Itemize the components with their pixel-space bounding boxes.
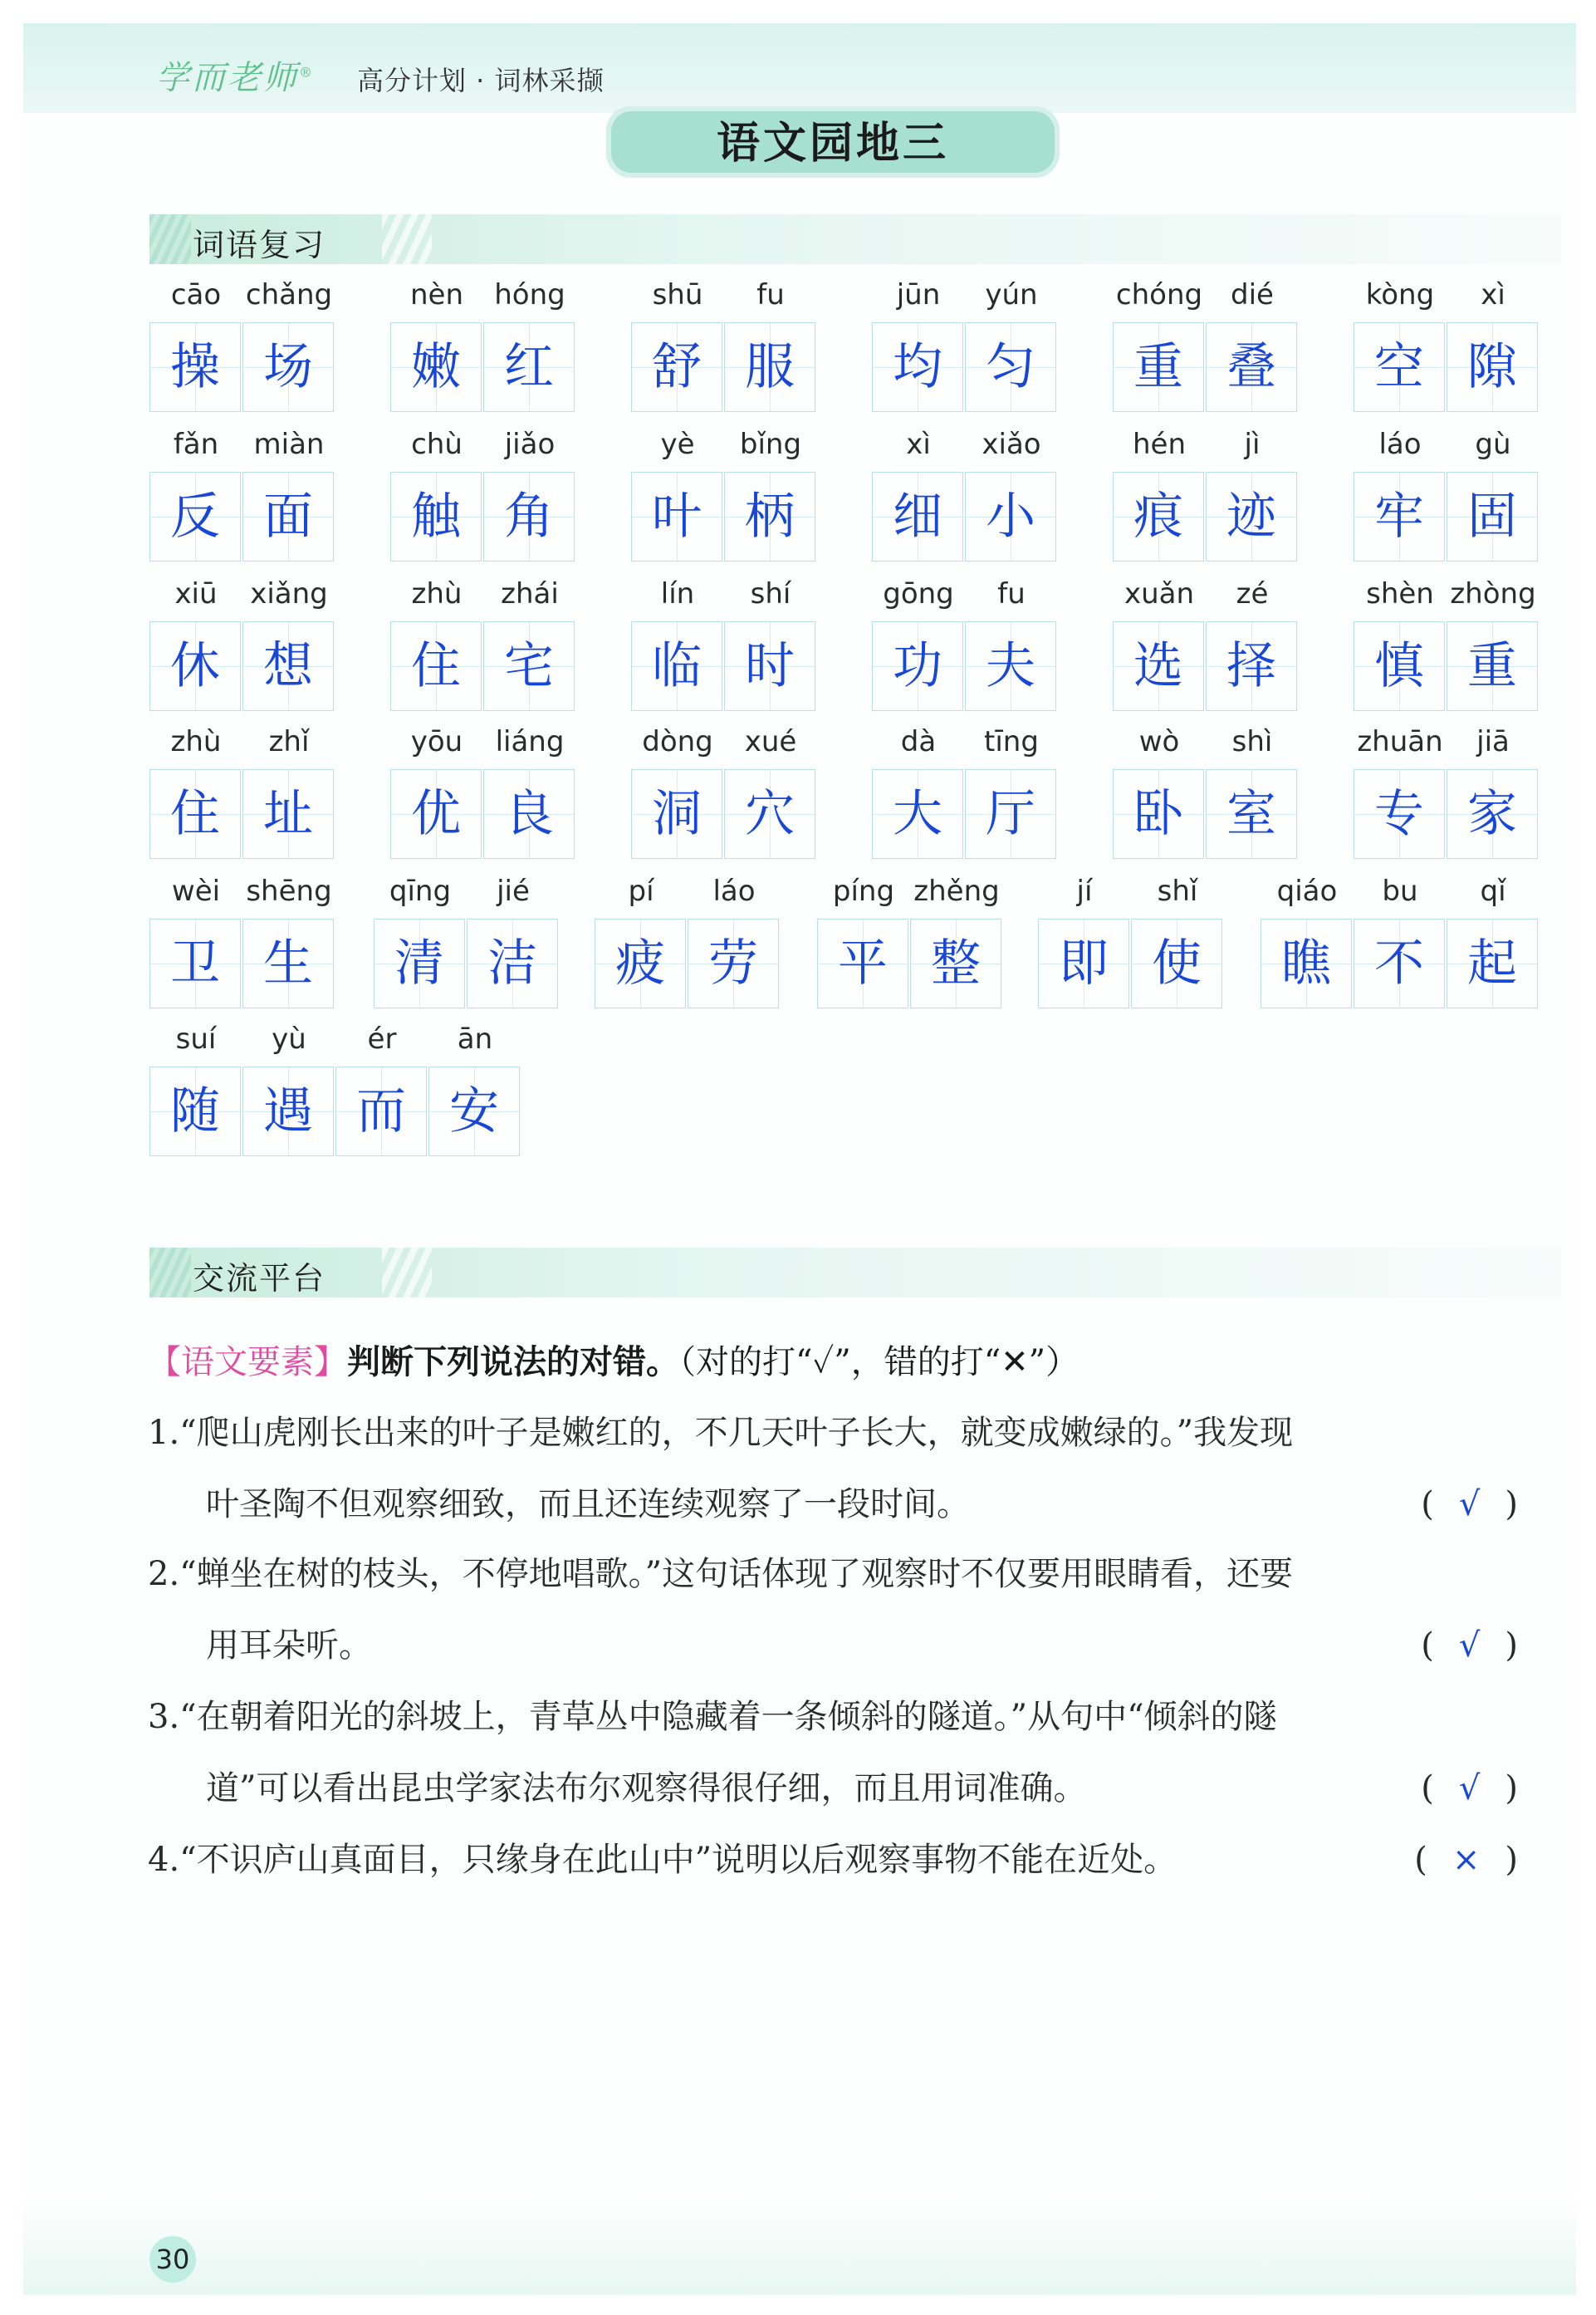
word-group <box>149 274 335 415</box>
char-cell <box>242 1018 335 1160</box>
brand-mark: ® <box>299 64 315 81</box>
section-header-review <box>149 214 1561 264</box>
hanzi: 夫 <box>986 637 1035 695</box>
pinyin: xué <box>744 725 797 758</box>
char-cell <box>1206 721 1299 862</box>
item-text: “不识庐山真面目，只缘身在此山中”说明以后观察事物不能在近处。 <box>179 1841 1177 1879</box>
hanzi: 洁 <box>487 934 537 993</box>
hanzi: 整 <box>931 934 981 993</box>
char-cell <box>242 871 335 1012</box>
hanzi: 重 <box>1133 338 1183 396</box>
pinyin: láo <box>1378 428 1422 461</box>
pinyin: zhù <box>170 725 222 758</box>
hanzi: 服 <box>745 338 795 396</box>
char-cell <box>965 721 1058 862</box>
hanzi: 厅 <box>986 785 1035 843</box>
char-cell <box>631 573 724 714</box>
char-cell <box>724 721 817 862</box>
paren-open: ( <box>1414 1841 1452 1879</box>
char-cell <box>1206 573 1299 714</box>
item-number: 1. <box>148 1414 180 1452</box>
hanzi: 红 <box>504 338 554 396</box>
hanzi: 触 <box>411 488 461 546</box>
char-cell <box>390 274 483 415</box>
hanzi: 平 <box>838 934 888 993</box>
section-stripes <box>149 214 191 264</box>
char-cell <box>1206 424 1299 565</box>
hanzi: 大 <box>893 785 942 843</box>
page-number: 30 <box>149 2236 196 2283</box>
answer-bracket <box>1421 1753 1543 1824</box>
char-cell <box>872 274 965 415</box>
char-cell <box>1206 274 1299 415</box>
pinyin: xiū <box>174 577 218 611</box>
pinyin: dié <box>1231 278 1274 311</box>
exercise-item <box>148 1397 1543 1540</box>
hanzi: 小 <box>986 488 1035 546</box>
hanzi: 重 <box>1467 637 1517 695</box>
char-cell <box>1113 274 1206 415</box>
word-group <box>872 573 1058 714</box>
pinyin: hóng <box>494 278 565 311</box>
char-cell <box>1038 871 1131 1012</box>
word-group <box>1354 274 1540 415</box>
char-cell <box>724 424 817 565</box>
pinyin: shèn <box>1366 577 1434 611</box>
pinyin: ér <box>367 1023 397 1056</box>
item-number: 3. <box>148 1698 180 1736</box>
char-cell <box>1447 721 1540 862</box>
pinyin: gōng <box>883 577 954 611</box>
hanzi: 良 <box>504 785 554 843</box>
hanzi: 嫩 <box>411 338 461 396</box>
char-cell <box>467 871 560 1012</box>
item-text: 叶圣陶不但观察细致，而且还连续观察了一段时间。 <box>206 1485 970 1523</box>
word-group <box>149 1018 521 1160</box>
hanzi: 洞 <box>652 785 702 843</box>
check-mark-icon: √ <box>1458 1769 1505 1807</box>
hanzi: 址 <box>263 785 313 843</box>
char-cell <box>149 1018 242 1160</box>
char-cell <box>724 573 817 714</box>
pinyin: bu <box>1382 875 1418 908</box>
answer-bracket <box>1421 1610 1543 1681</box>
paren-open: ( <box>1421 1626 1459 1665</box>
pinyin: xì <box>1481 278 1505 311</box>
exercise-item <box>148 1538 1543 1681</box>
pinyin: bǐng <box>739 428 802 461</box>
word-group <box>595 871 781 1012</box>
hanzi: 痕 <box>1133 488 1183 546</box>
char-cell <box>428 1018 521 1160</box>
pinyin: zhù <box>411 577 463 611</box>
char-cell <box>390 573 483 714</box>
hanzi: 室 <box>1226 785 1276 843</box>
hanzi: 均 <box>893 338 942 396</box>
hanzi: 隙 <box>1467 338 1517 396</box>
pinyin: cāo <box>170 278 222 311</box>
pinyin: nèn <box>409 278 463 311</box>
exercise-instruction <box>148 1336 1079 1383</box>
pinyin: pí <box>628 875 654 908</box>
hanzi: 随 <box>170 1082 220 1140</box>
hanzi: 卫 <box>170 934 220 993</box>
word-group <box>149 871 335 1012</box>
word-group <box>631 424 817 565</box>
hanzi: 牢 <box>1374 488 1424 546</box>
element-tag: 【语文要素】 <box>148 1343 347 1381</box>
word-group <box>872 274 1058 415</box>
pinyin: píng <box>832 875 895 908</box>
hanzi: 疲 <box>615 934 665 993</box>
word-group <box>631 721 817 862</box>
word-group <box>390 721 576 862</box>
word-group <box>1113 424 1299 565</box>
pinyin: xì <box>906 428 931 461</box>
char-cell <box>1447 424 1540 565</box>
pinyin: zhòng <box>1450 577 1536 611</box>
hanzi: 穴 <box>745 785 795 843</box>
char-cell <box>1354 573 1447 714</box>
exercise-item <box>148 1681 1543 1824</box>
hanzi: 操 <box>170 338 220 396</box>
word-group <box>1261 871 1540 1012</box>
pinyin: qiáo <box>1276 875 1338 908</box>
word-group <box>149 424 335 565</box>
char-cell <box>724 274 817 415</box>
pinyin: fu <box>756 278 785 311</box>
section-header-exchange <box>149 1248 1561 1297</box>
pinyin: chù <box>411 428 463 461</box>
section-stripes <box>149 1248 191 1297</box>
char-cell <box>483 274 576 415</box>
pinyin: jì <box>1244 428 1261 461</box>
word-group <box>390 573 576 714</box>
char-cell <box>1447 274 1540 415</box>
pinyin: zhái <box>501 577 559 611</box>
cross-mark-icon: × <box>1452 1841 1505 1879</box>
word-group <box>1113 274 1299 415</box>
char-cell <box>1354 721 1447 862</box>
word-group <box>1113 573 1299 714</box>
pinyin: kòng <box>1365 278 1435 311</box>
char-cell <box>1131 871 1224 1012</box>
hanzi: 即 <box>1059 934 1109 993</box>
item-line <box>148 1397 1543 1469</box>
pinyin: chǎng <box>245 278 333 311</box>
hanzi: 时 <box>745 637 795 695</box>
pinyin: zé <box>1236 577 1269 611</box>
hanzi: 场 <box>263 338 313 396</box>
pinyin: shì <box>1231 725 1273 758</box>
char-cell <box>149 573 242 714</box>
char-cell <box>149 274 242 415</box>
word-group <box>1038 871 1224 1012</box>
hanzi: 功 <box>893 637 942 695</box>
pinyin: hén <box>1132 428 1186 461</box>
char-cell <box>965 424 1058 565</box>
hanzi: 住 <box>170 785 220 843</box>
char-cell <box>595 871 688 1012</box>
brand-logo <box>156 51 315 99</box>
char-cell <box>910 871 1003 1012</box>
word-group <box>872 424 1058 565</box>
char-cell <box>483 721 576 862</box>
pinyin: jié <box>497 875 530 908</box>
hanzi: 角 <box>504 488 554 546</box>
word-group <box>374 871 560 1012</box>
hanzi: 临 <box>652 637 702 695</box>
instruction-text: 判断下列说法的对错。 <box>347 1343 679 1381</box>
pinyin: yè <box>660 428 695 461</box>
hanzi: 而 <box>356 1082 406 1140</box>
section-label: 词语复习 <box>193 227 326 263</box>
word-group <box>390 424 576 565</box>
char-cell <box>965 573 1058 714</box>
char-cell <box>1113 424 1206 565</box>
char-cell <box>965 274 1058 415</box>
char-cell <box>483 424 576 565</box>
pinyin: fǎn <box>173 428 219 461</box>
word-group <box>817 871 1003 1012</box>
item-line <box>148 1681 1543 1753</box>
hanzi: 卧 <box>1133 785 1183 843</box>
check-mark-icon: √ <box>1458 1626 1505 1665</box>
char-cell <box>390 424 483 565</box>
hanzi: 生 <box>263 934 313 993</box>
paren-open: ( <box>1421 1485 1459 1523</box>
paren-close: ) <box>1505 1485 1543 1523</box>
item-line <box>148 1824 1543 1896</box>
instruction-hint: （对的打“✓”，错的打“✕”） <box>679 1343 1080 1381</box>
char-cell <box>1447 871 1540 1012</box>
char-cell <box>242 573 335 714</box>
pinyin: xuǎn <box>1124 577 1195 611</box>
char-cell <box>390 721 483 862</box>
paren-open: ( <box>1421 1769 1459 1807</box>
char-cell <box>817 871 910 1012</box>
pinyin: miàn <box>253 428 325 461</box>
pinyin: fu <box>997 577 1026 611</box>
word-group <box>631 274 817 415</box>
answer-bracket <box>1421 1469 1543 1540</box>
pinyin: chóng <box>1115 278 1203 311</box>
item-number: 4. <box>148 1841 180 1879</box>
pinyin: yù <box>272 1023 306 1056</box>
section-label: 交流平台 <box>193 1260 326 1297</box>
word-group <box>631 573 817 714</box>
hanzi: 家 <box>1467 785 1517 843</box>
hanzi: 迹 <box>1226 488 1276 546</box>
char-cell <box>872 424 965 565</box>
exercise-item <box>148 1824 1543 1896</box>
hanzi: 使 <box>1152 934 1202 993</box>
pinyin: yún <box>985 278 1038 311</box>
hanzi: 择 <box>1226 637 1276 695</box>
hanzi: 想 <box>263 637 313 695</box>
pinyin: zhǐ <box>268 725 310 758</box>
word-group <box>872 721 1058 862</box>
pinyin: liáng <box>495 725 565 758</box>
unit-title: 语文园地三 <box>716 119 949 169</box>
hanzi: 匀 <box>986 338 1035 396</box>
check-mark-icon: √ <box>1458 1485 1505 1523</box>
hanzi: 柄 <box>745 488 795 546</box>
paren-close: ) <box>1505 1841 1543 1879</box>
pinyin: zhuān <box>1357 725 1443 758</box>
hanzi: 细 <box>893 488 942 546</box>
char-cell <box>631 721 724 862</box>
item-text: “在朝着阳光的斜坡上，青草丛中隐藏着一条倾斜的隧道。”从句中“倾斜的隧 <box>179 1698 1277 1736</box>
item-text: “爬山虎刚长出来的叶子是嫩红的，不几天叶子长大，就变成嫩绿的。”我发现 <box>179 1414 1294 1452</box>
hanzi: 起 <box>1467 934 1517 993</box>
item-line <box>148 1753 1543 1824</box>
item-text: 道”可以看出昆虫学家法布尔观察得很仔细，而且用词准确。 <box>206 1769 1087 1807</box>
hanzi: 空 <box>1374 338 1424 396</box>
pinyin: dòng <box>642 725 713 758</box>
hanzi: 瞧 <box>1281 934 1331 993</box>
word-group <box>149 721 335 862</box>
pinyin: shēng <box>246 875 332 908</box>
word-group <box>1354 721 1540 862</box>
char-cell <box>149 721 242 862</box>
char-cell <box>1354 424 1447 565</box>
char-cell <box>1113 573 1206 714</box>
pinyin: ān <box>457 1023 493 1056</box>
pinyin: lín <box>660 577 695 611</box>
hanzi: 叶 <box>652 488 702 546</box>
pinyin: tīng <box>984 725 1039 758</box>
pinyin: jí <box>1076 875 1093 908</box>
pinyin: wò <box>1138 725 1180 758</box>
char-cell <box>242 424 335 565</box>
pinyin: jiǎo <box>504 428 556 461</box>
char-cell <box>1354 274 1447 415</box>
word-group <box>1113 721 1299 862</box>
char-cell <box>149 871 242 1012</box>
pinyin: dà <box>900 725 937 758</box>
hanzi: 面 <box>263 488 313 546</box>
char-cell <box>872 721 965 862</box>
hanzi: 清 <box>394 934 444 993</box>
hanzi: 安 <box>449 1082 499 1140</box>
hanzi: 劳 <box>708 934 758 993</box>
pinyin: qǐ <box>1480 875 1506 908</box>
paren-close: ) <box>1505 1626 1543 1665</box>
word-group <box>1354 424 1540 565</box>
word-group <box>390 274 576 415</box>
char-cell <box>631 424 724 565</box>
hanzi: 宅 <box>504 637 554 695</box>
char-cell <box>483 573 576 714</box>
hanzi: 优 <box>411 785 461 843</box>
pinyin: xiǎng <box>250 577 328 611</box>
char-cell <box>631 274 724 415</box>
char-cell <box>335 1018 428 1160</box>
word-group <box>149 573 335 714</box>
paren-close: ) <box>1505 1769 1543 1807</box>
footer-bar <box>23 2193 1576 2295</box>
char-cell <box>1354 871 1447 1012</box>
item-number: 2. <box>148 1555 180 1593</box>
char-cell <box>1113 721 1206 862</box>
char-cell <box>149 424 242 565</box>
item-line <box>148 1538 1543 1610</box>
word-group <box>1354 573 1540 714</box>
brand-name: 学而老师 <box>156 59 299 97</box>
char-cell <box>1261 871 1354 1012</box>
char-cell <box>374 871 467 1012</box>
pinyin: suí <box>175 1023 217 1056</box>
hanzi: 舒 <box>652 338 702 396</box>
hanzi: 选 <box>1133 637 1183 695</box>
pinyin: zhěng <box>913 875 1000 908</box>
pinyin: xiǎo <box>982 428 1041 461</box>
hanzi: 不 <box>1374 934 1424 993</box>
pinyin: qīng <box>389 875 452 908</box>
char-cell <box>242 721 335 862</box>
pinyin: yōu <box>410 725 463 758</box>
answer-bracket <box>1414 1824 1543 1896</box>
pinyin: shí <box>750 577 791 611</box>
pinyin: gù <box>1475 428 1511 461</box>
pinyin: láo <box>712 875 756 908</box>
series-title: 高分计划 · 词林采撷 <box>357 65 605 96</box>
section-tail <box>382 1248 432 1297</box>
pinyin: shǐ <box>1157 875 1198 908</box>
hanzi: 固 <box>1467 488 1517 546</box>
char-cell <box>688 871 781 1012</box>
hanzi: 遇 <box>263 1082 313 1140</box>
char-cell <box>242 274 335 415</box>
hanzi: 叠 <box>1226 338 1276 396</box>
pinyin: jiā <box>1476 725 1510 758</box>
item-line <box>148 1469 1543 1540</box>
hanzi: 慎 <box>1374 637 1424 695</box>
item-line <box>148 1610 1543 1681</box>
section-tail <box>382 214 432 264</box>
char-cell <box>1447 573 1540 714</box>
item-text: “蝉坐在树的枝头，不停地唱歌。”这句话体现了观察时不仅要用眼睛看，还要 <box>179 1555 1294 1593</box>
hanzi: 反 <box>170 488 220 546</box>
char-cell <box>872 573 965 714</box>
hanzi: 住 <box>411 637 461 695</box>
pinyin: wèi <box>171 875 221 908</box>
hanzi: 休 <box>170 637 220 695</box>
pinyin: shū <box>652 278 703 311</box>
pinyin: jūn <box>896 278 941 311</box>
item-text: 用耳朵听。 <box>206 1626 372 1665</box>
hanzi: 专 <box>1374 785 1424 843</box>
